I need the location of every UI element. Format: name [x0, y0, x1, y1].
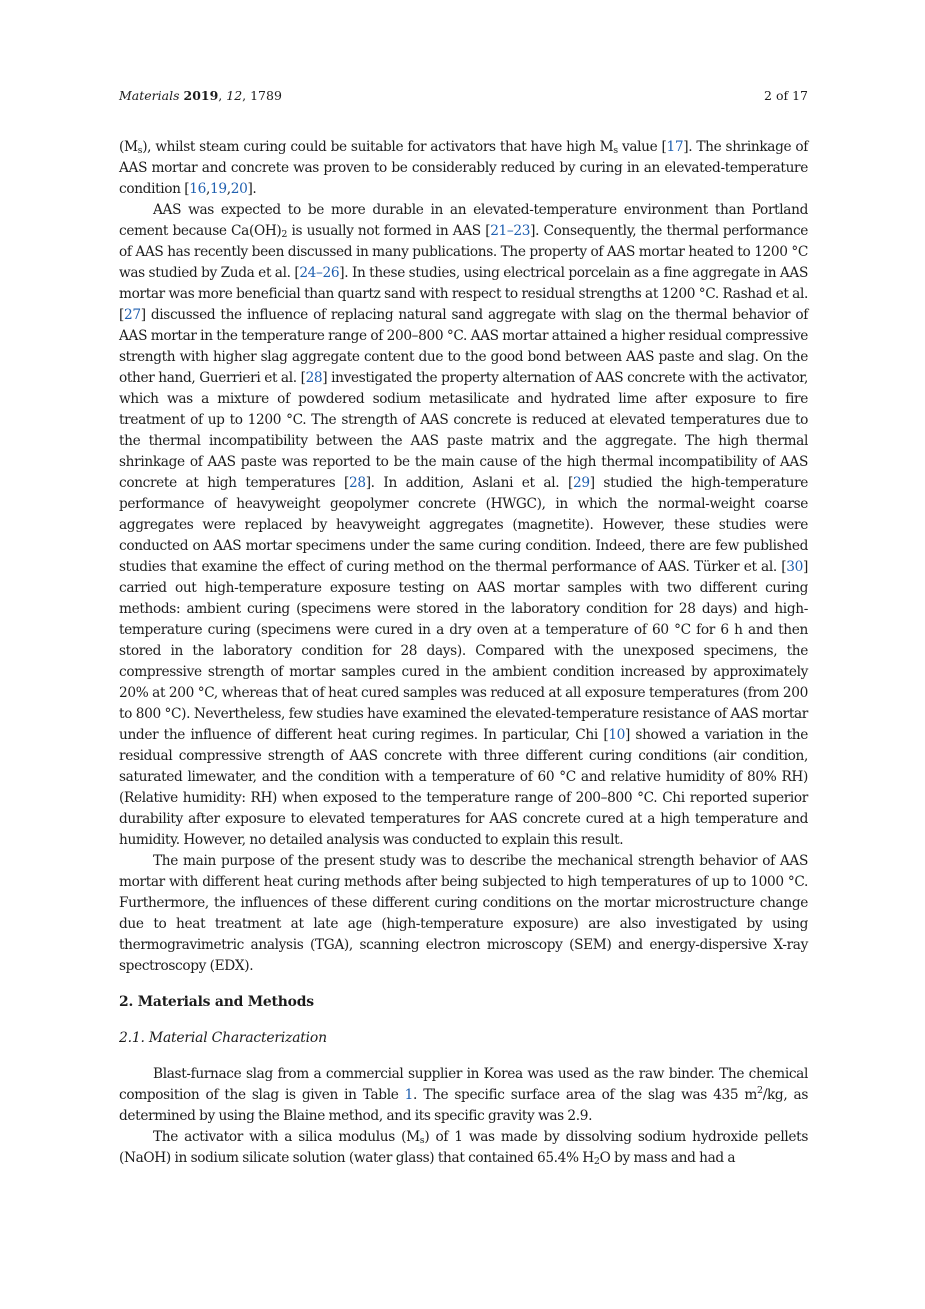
text-run: value [ [617, 139, 667, 155]
journal-year: 2019 [183, 88, 219, 103]
superscript: 2 [757, 1085, 763, 1096]
journal-citation: Materials 2019, 12, 1789 [119, 88, 282, 103]
text-run: O by mass and had a [599, 1150, 736, 1166]
subscript: s [419, 1135, 425, 1146]
paragraph [119, 200, 808, 851]
citation-link[interactable]: 27 [124, 307, 141, 323]
text-run: ]. [247, 181, 257, 197]
citation-link[interactable]: 30 [786, 559, 803, 575]
citation-link[interactable]: 29 [572, 475, 590, 491]
text-run: AAS was expected to be more durable in an elevated-temperature environment than Portland cement because Ca(OH) [119, 202, 808, 239]
text-run: , [205, 181, 210, 197]
text-run: ]. The shrinkage of AAS mortar and concrete was proven to be considerably reduced by curing in an elevated-temperature condition [ [119, 139, 809, 197]
subscript: 2 [281, 229, 288, 240]
text-run: ]. In addition, Aslani et al. [ [365, 475, 573, 491]
citation-link[interactable]: 1 [404, 1087, 414, 1103]
text-run: ] discussed the influence of replacing natural sand aggregate with slag on the thermal behavior of AAS mortar in the temperature range of 200–800 °C. AAS mortar attained a higher residual compressive strength with higher slag aggregate content due to the good bond between AAS paste and slag. On the other hand, Guerrieri et al. [ [119, 307, 808, 386]
citation-link[interactable]: 28 [305, 370, 323, 386]
text-run: ] showed a variation in the residual compressive strength of AAS concrete with three different curing conditions (air condition, saturated limewater, and the condition with a temperature of 60 °C and relative humidity of 80% RH) (Relative humidity: RH) when exposed to the temperature range of 200–800 °C. Chi reported superior durability after exposure to elevated temperatures for AAS concrete cured at a high temperature and humidity. However, no detailed analysis was conducted to explain this result. [119, 727, 808, 848]
text-run: ), whilst steam curing could be suitable for activators that have high M [142, 139, 614, 155]
journal-volume: 12 [226, 88, 243, 103]
text-run: Blast-furnace slag from a commercial supplier in Korea was used as the raw binder. The chemical composition of the slag is given in Table [119, 1066, 808, 1103]
journal-name: Materials [119, 88, 180, 103]
page-number: 2 of 17 [764, 88, 808, 103]
citation-link[interactable]: 28 [348, 475, 366, 491]
subscript: s [137, 145, 143, 156]
subsection-heading: 2.1. Material Characterization [119, 1030, 327, 1046]
paragraph [119, 851, 808, 977]
text-run: is usually not formed in AAS [ [287, 223, 491, 239]
citation-link[interactable]: 10 [608, 727, 626, 743]
text-run: , [226, 181, 231, 197]
citation-link[interactable]: 17 [666, 139, 684, 155]
citation-link[interactable]: 16 [189, 181, 206, 197]
text-run: The activator with a silica modulus (M [153, 1129, 420, 1145]
text-run: ] investigated the property alternation of AAS concrete with the activator, which was a mixture of powdered sodium metasilicate and hydrated lime after exposure to fire treatment of up to 1200 °C. The strength of AAS concrete is reduced at elevated temperatures due to the thermal incompatibility between the AAS paste matrix and the aggregate. The high thermal shrinkage of AAS paste was reported to be the main cause of the high thermal incompatibility of AAS concrete at high temperatures [ [119, 370, 808, 491]
text-run: ]. Consequently, the thermal performance of AAS has recently been discussed in many publications. The property of AAS mortar heated to 1200 °C was studied by Zuda et al. [ [119, 223, 809, 281]
running-header [119, 87, 808, 105]
text-run: ]. In these studies, using electrical porcelain as a fine aggregate in AAS mortar was more beneficial than quartz sand with respect to residual strengths at 1200 °C. Rashad et al. [ [119, 265, 808, 323]
text-run: The main purpose of the present study was to describe the mechanical strength behavior of AAS mortar with different heat curing methods after being subjected to high temperatures of up to 1000 °C. Furthermore, the influences of these different curing conditions on the mortar microstructure change due to heat treatment at late age (high-temperature exposure) are also investigated by using thermogravimetric analysis (TGA), scanning electron microscopy (SEM) and energy-dispersive X-ray spectroscopy (EDX). [119, 853, 808, 974]
paragraph [119, 137, 808, 200]
text-run: ] studied the high-temperature performance of heavyweight geopolymer concrete (HWGC), in which the normal-weight coarse aggregates were replaced by heavyweight aggregates (magnetite). However, these studies were conducted on AAS mortar specimens under the same curing condition. Indeed, there are few published studies that examine the effect of curing method on the thermal performance of AAS. Türker et al. [ [119, 475, 809, 575]
citation-link[interactable]: 21–23 [490, 223, 531, 239]
subscript: s [613, 145, 618, 156]
section-heading: 2. Materials and Methods [119, 994, 314, 1010]
article-number: 1789 [250, 88, 282, 103]
citation-link[interactable]: 20 [230, 181, 248, 197]
subscript: 2 [593, 1156, 600, 1167]
text-run: ] carried out high-temperature exposure testing on AAS mortar samples with two different curing methods: ambient curing (specimens were stored in the laboratory condition for 28 days) and high-temperature curing (specimens were cured in a dry oven at a temperature of 60 °C for 6 h and then stored in the laboratory condition for 28 days). Compared with the unexposed specimens, the compressive strength of mortar samples cured in the ambient condition increased by approximately 20% at 200 °C, whereas that of heat cured samples was reduced at all exposure temperatures (from 200 to 800 °C). Nevertheless, few studies have examined the elevated-temperature resistance of AAS mortar under the influence of different heat curing regimes. In particular, Chi [ [119, 559, 808, 743]
citation-link[interactable]: 24–26 [299, 265, 340, 281]
paragraph [119, 1064, 808, 1127]
text-run: ) of 1 was made by dissolving sodium hydroxide pellets (NaOH) in sodium silicate solution (water glass) that contained 65.4% H [119, 1129, 808, 1166]
text-run: /kg, as determined by using the Blaine method, and its specific gravity was 2.9. [119, 1087, 809, 1124]
text-run: . The specific surface area of the slag was 435 m [413, 1087, 758, 1103]
citation-link[interactable]: 19 [209, 181, 227, 197]
text-run: (M [119, 139, 138, 155]
paragraph [119, 1127, 808, 1169]
body-text [119, 137, 808, 1169]
